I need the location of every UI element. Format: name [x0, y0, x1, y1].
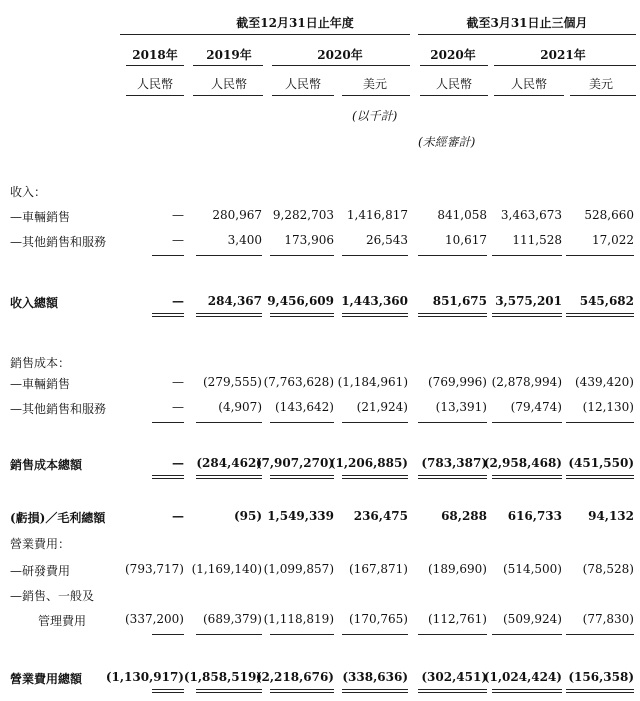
row-label: (虧損)／毛利總額 — [10, 511, 106, 525]
cell-value: (21,924) — [356, 400, 408, 414]
subtotal-rule — [342, 422, 408, 423]
cell-value: (170,765) — [349, 612, 408, 626]
cell-value: (514,500) — [503, 562, 562, 576]
cell-value: 3,463,673 — [500, 208, 562, 222]
subtotal-rule — [196, 634, 262, 635]
subtotal-rule — [196, 422, 262, 423]
currency-rule-4 — [420, 95, 488, 96]
row-label: 管理費用 — [38, 614, 87, 628]
cell-value: (7,907,270) — [255, 456, 334, 470]
cell-value: — — [172, 208, 184, 222]
cell-value: (279,555) — [203, 375, 262, 389]
cell-value: (1,184,961) — [337, 375, 408, 389]
total-double-rule — [566, 313, 634, 317]
cell-value: 284,367 — [207, 294, 262, 308]
year-rule-2018 — [126, 65, 184, 66]
cell-value: (78,528) — [582, 562, 634, 576]
subtotal-rule — [270, 255, 334, 256]
note-unaudited: (未經審計) — [418, 135, 476, 149]
note-thousands: (以千計) — [352, 109, 398, 123]
total-double-rule — [418, 689, 487, 693]
row-label: 營業費用總額 — [10, 672, 83, 686]
cell-value: — — [172, 233, 184, 247]
cell-value: — — [172, 294, 184, 308]
currency-rule-5 — [494, 95, 564, 96]
cell-value: 111,528 — [512, 233, 562, 247]
year-rule-q2020 — [420, 65, 488, 66]
row-label: 收入： — [10, 185, 47, 199]
total-double-rule — [152, 689, 184, 693]
total-double-rule — [270, 689, 334, 693]
year-rule-2020 — [272, 65, 410, 66]
cell-value: 173,906 — [284, 233, 334, 247]
total-double-rule — [152, 313, 184, 317]
subtotal-rule — [152, 634, 184, 635]
row-label: 收入總額 — [10, 296, 59, 310]
cell-value: (2,218,676) — [255, 670, 334, 684]
cell-value: 851,675 — [432, 294, 487, 308]
subtotal-rule — [566, 422, 634, 423]
quarter-2020: 2020年 — [430, 48, 476, 62]
cell-value: — — [172, 509, 184, 523]
cell-value: 1,549,339 — [267, 509, 334, 523]
year-2018: 2018年 — [132, 48, 178, 62]
year-rule-2019 — [193, 65, 263, 66]
cell-value: (1,858,519) — [183, 670, 262, 684]
total-double-rule — [342, 475, 408, 479]
row-label: 銷售成本總額 — [10, 458, 83, 472]
total-double-rule — [418, 313, 487, 317]
cell-value: (143,642) — [275, 400, 334, 414]
subtotal-rule — [152, 422, 184, 423]
cell-value: (439,420) — [575, 375, 634, 389]
currency-5: 人民幣 — [510, 77, 547, 91]
cell-value: (1,169,140) — [191, 562, 262, 576]
cell-value: (783,387) — [421, 456, 487, 470]
cell-value: (156,358) — [568, 670, 634, 684]
total-double-rule — [492, 313, 562, 317]
cell-value: (302,451) — [421, 670, 487, 684]
cell-value: 1,416,817 — [346, 208, 408, 222]
cell-value: (12,130) — [582, 400, 634, 414]
cell-value: (2,958,468) — [483, 456, 562, 470]
cell-value: (189,690) — [428, 562, 487, 576]
currency-1: 人民幣 — [210, 77, 247, 91]
total-double-rule — [342, 689, 408, 693]
cell-value: (79,474) — [510, 400, 562, 414]
cell-value: (451,550) — [568, 456, 634, 470]
subtotal-rule — [270, 634, 334, 635]
subtotal-rule — [270, 422, 334, 423]
header-quarter-group: 截至3月31日止三個月 — [466, 16, 588, 30]
cell-value: 528,660 — [584, 208, 634, 222]
subtotal-rule — [196, 255, 262, 256]
total-double-rule — [270, 475, 334, 479]
year-rule-q2021 — [494, 65, 636, 66]
cell-value: — — [172, 400, 184, 414]
subtotal-rule — [492, 634, 562, 635]
header-quarter-rule — [418, 34, 636, 35]
cell-value: 545,682 — [579, 294, 634, 308]
row-label: —研發費用 — [10, 564, 71, 578]
cell-value: (112,761) — [428, 612, 487, 626]
header-annual-rule — [120, 34, 410, 35]
subtotal-rule — [566, 255, 634, 256]
cell-value: (167,871) — [349, 562, 408, 576]
total-double-rule — [152, 475, 184, 479]
cell-value: (284,462) — [196, 456, 262, 470]
cell-value: 3,575,201 — [495, 294, 562, 308]
cell-value: (1,130,917) — [105, 670, 184, 684]
subtotal-rule — [492, 422, 562, 423]
cell-value: (689,379) — [203, 612, 262, 626]
row-label: —銷售、一般及 — [10, 589, 95, 603]
cell-value: (1,118,819) — [263, 612, 334, 626]
subtotal-rule — [418, 255, 487, 256]
total-double-rule — [566, 475, 634, 479]
year-2019: 2019年 — [206, 48, 252, 62]
cell-value: (769,996) — [428, 375, 487, 389]
cell-value: 10,617 — [445, 233, 487, 247]
currency-0: 人民幣 — [136, 77, 173, 91]
currency-rule-2 — [272, 95, 334, 96]
cell-value: (793,717) — [125, 562, 184, 576]
cell-value: (7,763,628) — [263, 375, 334, 389]
cell-value: 3,400 — [227, 233, 262, 247]
cell-value: 9,456,609 — [267, 294, 334, 308]
total-double-rule — [196, 313, 262, 317]
cell-value: (1,024,424) — [483, 670, 562, 684]
cell-value: (338,636) — [342, 670, 408, 684]
cell-value: (13,391) — [435, 400, 487, 414]
currency-rule-3 — [342, 95, 410, 96]
row-label: —其他銷售和服務 — [10, 235, 107, 249]
cell-value: 1,443,360 — [341, 294, 408, 308]
total-double-rule — [492, 475, 562, 479]
cell-value: (2,878,994) — [491, 375, 562, 389]
currency-rule-1 — [193, 95, 263, 96]
total-double-rule — [196, 689, 262, 693]
cell-value: 236,475 — [353, 509, 408, 523]
total-double-rule — [342, 313, 408, 317]
cell-value: (337,200) — [125, 612, 184, 626]
row-label: —車輛銷售 — [10, 210, 71, 224]
cell-value: — — [172, 375, 184, 389]
cell-value: (509,924) — [503, 612, 562, 626]
subtotal-rule — [492, 255, 562, 256]
cell-value: (1,099,857) — [263, 562, 334, 576]
cell-value: — — [172, 456, 184, 470]
currency-rule-0 — [126, 95, 184, 96]
row-label: 銷售成本： — [10, 356, 71, 370]
cell-value: (95) — [233, 509, 262, 523]
row-label: —其他銷售和服務 — [10, 402, 107, 416]
subtotal-rule — [566, 634, 634, 635]
row-label: 營業費用： — [10, 537, 71, 551]
year-2020: 2020年 — [317, 48, 363, 62]
currency-3: 美元 — [362, 77, 387, 91]
cell-value: (77,830) — [582, 612, 634, 626]
cell-value: 280,967 — [212, 208, 262, 222]
subtotal-rule — [418, 634, 487, 635]
total-double-rule — [196, 475, 262, 479]
cell-value: 616,733 — [507, 509, 562, 523]
cell-value: 9,282,703 — [272, 208, 334, 222]
subtotal-rule — [342, 255, 408, 256]
cell-value: (1,206,885) — [329, 456, 408, 470]
currency-2: 人民幣 — [284, 77, 321, 91]
cell-value: 17,022 — [592, 233, 634, 247]
cell-value: (4,907) — [218, 400, 262, 414]
subtotal-rule — [152, 255, 184, 256]
currency-6: 美元 — [588, 77, 613, 91]
total-double-rule — [270, 313, 334, 317]
total-double-rule — [566, 689, 634, 693]
total-double-rule — [418, 475, 487, 479]
row-label: —車輛銷售 — [10, 377, 71, 391]
currency-rule-6 — [570, 95, 636, 96]
cell-value: 841,058 — [437, 208, 487, 222]
quarter-2021: 2021年 — [540, 48, 586, 62]
subtotal-rule — [342, 634, 408, 635]
cell-value: 26,543 — [366, 233, 408, 247]
total-double-rule — [492, 689, 562, 693]
subtotal-rule — [418, 422, 487, 423]
header-annual-group: 截至12月31日止年度 — [236, 16, 354, 30]
cell-value: 94,132 — [588, 509, 634, 523]
currency-4: 人民幣 — [435, 77, 472, 91]
cell-value: 68,288 — [441, 509, 487, 523]
